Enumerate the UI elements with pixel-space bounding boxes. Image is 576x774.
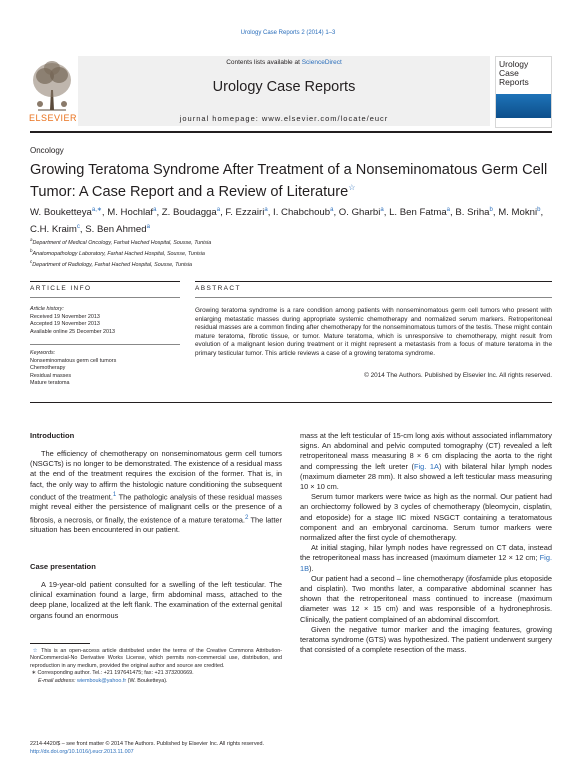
keyword[interactable]: Nonseminomatous germ cell tumors [30, 357, 117, 364]
author-separator: , [220, 207, 226, 219]
author-separator: , [156, 207, 162, 219]
affiliation [30, 247, 550, 258]
cover-title [499, 60, 551, 87]
author-name: F. Ezzairi [225, 207, 265, 219]
abstract-top-rule [195, 281, 552, 282]
author-separator: , [540, 207, 544, 219]
figure-link[interactable]: Fig. 1B [300, 553, 552, 573]
right-column-body [300, 431, 552, 655]
contents-prefix: Contents lists available at [226, 59, 302, 66]
affiliations [30, 236, 550, 268]
history-accepted: Accepted 19 November 2013 [30, 321, 100, 327]
case-paragraph: Serum tumor markers were twice as high as the normal. Our patient had an orchiectomy followed by 3 cycles of chemotherapy (bleomycin, cisplatin, and etoposide) for a stage IIC mixed NSGCT containing a teratomatous component and an embryonal carcinoma. Serum tumor markers were normalized after the first cycle of chemotherapy. [300, 492, 552, 543]
case-presentation-heading: Case presentation [30, 562, 96, 571]
affiliation-mark: b [30, 247, 33, 253]
author-separator: , [267, 207, 274, 219]
abstract-copyright: © 2014 The Authors. Published by Elsevier Inc. All rights reserved. [364, 372, 552, 379]
elsevier-wordmark[interactable]: ELSEVIER [28, 113, 78, 123]
corresponding-author-footnote [30, 670, 282, 677]
author-affiliation-mark[interactable]: b [537, 207, 541, 213]
author-name: O. Gharbi [338, 207, 381, 219]
author-name: C.H. Kraim [30, 224, 77, 236]
keyword[interactable]: Residual masses [30, 372, 72, 379]
reference-link[interactable]: 1 [112, 490, 117, 498]
running-header[interactable]: Urology Case Reports 2 (2014) 1–3 [240, 30, 336, 36]
contents-line [78, 59, 490, 66]
author[interactable] [30, 207, 102, 218]
author-separator: , [383, 207, 390, 219]
abstract-text: Growing teratoma syndrome is a rare condition among patients with nonseminomatous germ cell tumors who present with enlarging metastatic masses during appropriate systemic chemotherapy and normalized serum markers. Retroperitoneal residual masses are a common finding after chemotherapy for the nonseminomatous tumors of the testis. These might contain mature teratoma, fibrotic tissue, or tumor. Mature teratoma, which is unresponsive to chemotherapy, might result from evolution of a malignant lesion during treatment or it might represent a metastasis from a focus of mature teratoma in the primary testicular tumor. This article reviews a case of a growing teratoma syndrome. [195, 307, 552, 357]
case-text: ). [309, 563, 314, 573]
journal-name: Urology Case Reports [212, 79, 356, 95]
author-separator: , [333, 207, 339, 219]
front-matter-bottom-rule [30, 402, 552, 403]
article-info-heading: ARTICLE INFO [30, 285, 92, 292]
case-text: mass at the left testicular of 15-cm long axis without associated inflammatory signs. An abdominal and pelvic computed tomography (CT) revealed a left retroperitoneal mass measuring 8 × 6 cm displacing the aorta to the right and compressing the left ureter ( [300, 431, 552, 471]
author-name: B. Sriha [455, 207, 490, 219]
author[interactable] [85, 224, 150, 235]
case-paragraph: Given the negative tumor marker and the imaging features, growing teratoma syndrome (GTS) was hypothesized. The patient underwent surgery that consisted of a complete resection of the mass. [300, 624, 552, 655]
introduction-heading: Introduction [30, 431, 75, 440]
case-paragraph: Our patient had a second – line chemotherapy (ifosfamide plus etoposide and cisplatin). Two months later, a comparative abdominal scanner has shown that the retroperitoneal mass continued to increase (maximum diameter was 12 × 15 cm) and was responsible of a hydronephrosis. Clinically, the patient complained of an abdominal discomfort. [300, 573, 552, 624]
author[interactable] [389, 207, 450, 218]
author-affiliation-mark[interactable]: a [446, 207, 451, 213]
corresponding-text: Corresponding author. Tel.: +21 197641475; fax: +21 373200669. [36, 670, 194, 677]
author[interactable] [455, 207, 492, 218]
author-affiliation-mark[interactable]: a [146, 224, 150, 231]
affiliation-text: Department of Medical Oncology, Farhat Hached Hospital, Sousse, Tunisia [32, 239, 212, 246]
affiliation-mark: c [30, 258, 33, 264]
abstract-heading: ABSTRACT [195, 285, 241, 292]
affiliation [30, 258, 550, 269]
issn-footer [30, 741, 550, 756]
homepage-prefix: journal homepage: [179, 114, 262, 123]
article-title [30, 161, 550, 201]
homepage-url[interactable]: www.elsevier.com/locate/eucr [261, 114, 389, 123]
author-affiliation-mark[interactable]: a [330, 207, 334, 213]
email-link[interactable]: wiembouk@yahoo.fr [76, 677, 127, 684]
journal-homepage [78, 114, 490, 123]
email-footnote [30, 678, 282, 685]
author-name: M. Mokni [498, 207, 538, 219]
author[interactable] [107, 207, 156, 218]
author-name: M. Hochlaf [107, 207, 154, 219]
author-separator: , [492, 207, 499, 219]
article-info-top-rule [30, 281, 180, 282]
author-list [30, 203, 556, 237]
cover-title-line: Reports [499, 77, 529, 87]
open-access-footnote [30, 648, 282, 670]
author-affiliation-mark[interactable]: a [216, 207, 221, 213]
email-suffix: (W. Bouketteya). [126, 677, 168, 684]
reference-link[interactable]: 2 [244, 513, 249, 521]
author[interactable] [30, 224, 80, 235]
keyword[interactable]: Mature teratoma [30, 380, 70, 386]
author-affiliation-mark[interactable]: a,∗ [91, 207, 102, 213]
author-affiliation-mark[interactable]: b [489, 207, 493, 213]
affiliation-text: Anatomopathology Laboratory, Farhat Hached Hospital, Sousse, Tunisia [32, 250, 205, 257]
footnote-mark[interactable]: ☆ [32, 648, 39, 654]
keywords-rule [30, 344, 180, 345]
keyword[interactable]: Chemotherapy [30, 365, 66, 371]
author-name: S. Ben Ahmed [85, 224, 147, 236]
sciencedirect-link[interactable]: ScienceDirect [301, 59, 342, 66]
affiliation [30, 236, 550, 247]
cover-title-line: Case [499, 68, 519, 78]
author-affiliation-mark[interactable]: a [153, 207, 157, 213]
article-info-sub-rule [30, 297, 180, 298]
case-text: ) with bilateral hilar lymph nodes (maximum diameter 28 mm). It also showed a left testicular mass measuring 10 × 10 cm. [300, 461, 552, 492]
author-separator: , [101, 207, 108, 219]
author[interactable] [162, 207, 220, 218]
history-received: Received 19 November 2013 [30, 313, 100, 320]
author-name: Z. Boudagga [161, 207, 217, 219]
history-label: Article history: [30, 306, 64, 312]
introduction-body [30, 449, 282, 536]
email-label: E-mail address: [38, 677, 77, 684]
author-affiliation-mark[interactable]: c [76, 224, 80, 231]
affiliation-mark: a [30, 237, 33, 242]
doi-link[interactable]: http://dx.doi.org/10.1016/j.eucr.2013.11.007 [30, 748, 134, 755]
figure-link[interactable]: Fig. 1A [413, 461, 439, 471]
article-title-text: Growing Teratoma Syndrome After Treatment of a Nonseminomatous Germ Cell Tumor: A Case Report and a Review of Literature [30, 162, 548, 200]
author-separator: , [79, 224, 86, 236]
case-text: At initial staging, hilar lymph nodes have regressed on CT data, instead the retroperitoneal mass has increased (maximum diameter 12 × 12 cm; [300, 543, 552, 563]
footnote-mark: ∗ [31, 670, 37, 677]
case-presentation-body [30, 580, 282, 621]
header-rule [30, 131, 552, 133]
open-access-text: This is an open-access article distributed under the terms of the Creative Commons Attribution-NonCommercial-No Derivative Works License, which permits non-commercial use, distribution, and reproduction in any medium, provided the original author and source are credited. [30, 648, 282, 669]
affiliation-text: Department of Radiology, Farhat Hached Hospital, Sousse, Tunisia [32, 261, 193, 268]
cover-title-line: Urology [499, 59, 529, 69]
case-paragraph [300, 543, 552, 574]
author[interactable] [339, 207, 384, 218]
author-affiliation-mark[interactable]: a [380, 207, 384, 213]
author[interactable] [273, 207, 333, 218]
author-name: W. Bouketteya [30, 207, 92, 219]
abstract-sub-rule [195, 297, 552, 298]
footnotes [30, 648, 282, 685]
author[interactable] [225, 207, 267, 218]
author-name: I. Chabchoub [273, 207, 331, 219]
case-paragraph [300, 431, 552, 492]
keywords-label: Keywords: [30, 350, 56, 356]
author-affiliation-mark[interactable]: a [264, 207, 268, 213]
intro-text-2: The pathologic analysis of these residual masses might reveal either the persistence of malignant cells or the presence of a fibrosis, a necrosis, or finally, the existence of a mature teratoma. [30, 492, 282, 525]
intro-text-1: The efficiency of chemotherapy on nonseminomatous germ cell tumors (NSGCTs) is no longer to be demonstrated. The existence of a residual mass at the end of the treatment requires the excision of the former. That is, in fact, the only way to affirm the histologic nature conditioning the subsequent conduct of the treatment. [30, 449, 282, 502]
article-history [30, 306, 180, 336]
history-online: Available online 25 December 2013 [30, 328, 116, 335]
intro-text-3: The latter situation has been encountered in our patient. [30, 515, 282, 535]
author[interactable] [498, 207, 540, 218]
author-separator: , [450, 207, 456, 219]
title-footnote-mark[interactable]: ☆ [348, 183, 356, 192]
article-section: Oncology [30, 146, 64, 155]
cover-image-band [496, 94, 551, 118]
case-paragraph: A 19-year-old patient consulted for a swelling of the left testicular. The clinical examination found a large, firm abdominal mass, attached to the deep plane, localized at the left flank. The examination of the external genital organs found an enormous [30, 580, 282, 620]
footnote-rule [30, 643, 90, 644]
introduction-paragraph [30, 449, 282, 536]
keywords [30, 350, 180, 388]
issn-line: 2214-4420/$ – see front matter © 2014 The Authors. Published by Elsevier Inc. All rights reserved. [30, 741, 265, 747]
author-name: L. Ben Fatma [389, 207, 447, 219]
